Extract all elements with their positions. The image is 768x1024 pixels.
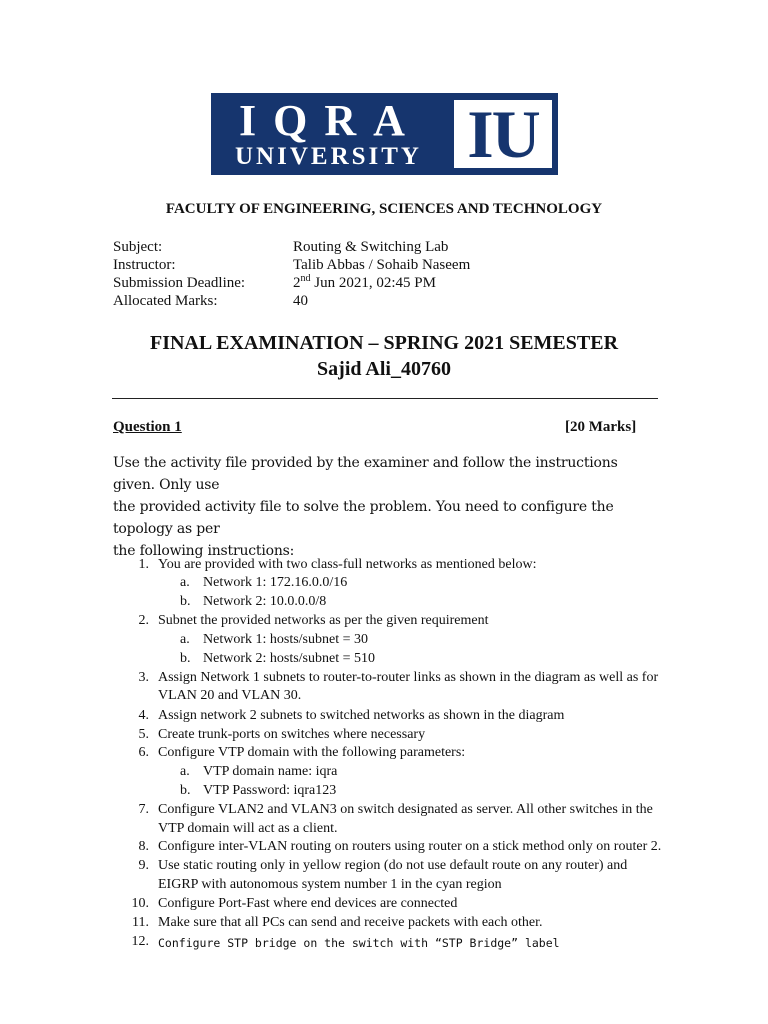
item-text: Configure inter-VLAN routing on routers using router on a stick method only on router 2.: [158, 839, 662, 854]
item-number: 7.: [138, 802, 149, 817]
exam-title: FINAL EXAMINATION – SPRING 2021 SEMESTER: [149, 332, 619, 354]
subject-value: Routing & Switching Lab: [293, 239, 449, 255]
item-number: 11.: [132, 915, 149, 930]
item-text: Subnet the provided networks as per the given requirement: [158, 613, 489, 628]
marks-value: 40: [293, 293, 308, 309]
item-number: 10.: [131, 896, 149, 911]
item-number: 4.: [138, 708, 149, 723]
logo-university-text: UNIVERSITY: [235, 143, 422, 170]
deadline-suffix: nd: [300, 273, 311, 284]
instructor-label: Instructor:: [113, 257, 176, 273]
item-text-continued: VLAN 20 and VLAN 30.: [158, 688, 302, 703]
deadline-rest: Jun 2021, 02:45 PM: [310, 275, 436, 291]
item-text: Create trunk-ports on switches where necessary: [158, 727, 426, 742]
item-text-continued: EIGRP with autonomous system number 1 in the cyan region: [158, 877, 502, 892]
item-number: 1.: [138, 557, 149, 572]
question-title: Question 1: [113, 419, 182, 435]
subitem-letter: a.: [180, 632, 190, 647]
item-text: Configure VTP domain with the following parameters:: [158, 745, 466, 760]
subitem-letter: b.: [180, 651, 191, 666]
intro-line-1: Use the activity file provided by the examiner and follow the instructions given. Only use: [113, 455, 618, 493]
subitem-text: VTP Password: iqra123: [203, 783, 337, 798]
subject-label: Subject:: [113, 239, 163, 255]
subitem-letter: a.: [180, 764, 190, 779]
item-number: 6.: [138, 745, 149, 760]
faculty-heading: FACULTY OF ENGINEERING, SCIENCES AND TECHNOLOGY: [165, 201, 603, 217]
deadline-value: [293, 274, 436, 292]
item-number: 5.: [138, 727, 149, 742]
item-text-continued: VTP domain will act as a client.: [158, 821, 338, 836]
subitem-text: VTP domain name: iqra: [203, 764, 338, 779]
marks-label: Allocated Marks:: [113, 293, 218, 309]
subitem-text: Network 2: 10.0.0.0/8: [203, 594, 327, 609]
university-logo: [211, 93, 558, 175]
item-number: 8.: [138, 839, 149, 854]
logo-iu-mark: IU: [454, 100, 552, 168]
item-text: Assign Network 1 subnets to router-to-router links as shown in the diagram as well as for: [158, 670, 659, 685]
item-text: Use static routing only in yellow region (do not use default route on any router) and: [158, 858, 628, 873]
item-text: Configure VLAN2 and VLAN3 on switch designated as server. All other switches in the: [158, 802, 653, 817]
item-number: 9.: [138, 858, 149, 873]
item-text: Configure Port-Fast where end devices are connected: [158, 896, 458, 911]
item-text: Assign network 2 subnets to switched networks as shown in the diagram: [158, 708, 565, 723]
student-name: Sajid Ali_40760: [317, 358, 451, 380]
deadline-label: Submission Deadline:: [113, 275, 246, 291]
intro-line-3: the following instructions:: [113, 543, 295, 559]
instructor-value: Talib Abbas / Sohaib Naseem: [293, 257, 471, 273]
item-number: 12.: [131, 934, 149, 949]
question-marks: [20 Marks]: [565, 419, 637, 435]
subitem-letter: b.: [180, 594, 191, 609]
subitem-text: Network 1: hosts/subnet = 30: [203, 632, 368, 647]
divider: [112, 398, 658, 399]
item-text: Make sure that all PCs can send and receive packets with each other.: [158, 915, 543, 930]
subitem-text: Network 2: hosts/subnet = 510: [203, 651, 375, 666]
subitem-letter: b.: [180, 783, 191, 798]
intro-line-2: the provided activity file to solve the problem. You need to configure the topology as per: [113, 499, 614, 537]
item-number: 3.: [138, 670, 149, 685]
subitem-letter: a.: [180, 575, 190, 590]
item-text: You are provided with two class-full networks as mentioned below:: [158, 557, 537, 572]
logo-iqra-text: IQRA: [239, 96, 422, 145]
question-intro: [113, 452, 658, 562]
deadline-day: 2: [293, 275, 301, 291]
item-number: 2.: [138, 613, 149, 628]
subitem-text: Network 1: 172.16.0.0/16: [203, 575, 348, 590]
item-text: Configure STP bridge on the switch with “STP Bridge” label: [158, 936, 560, 950]
